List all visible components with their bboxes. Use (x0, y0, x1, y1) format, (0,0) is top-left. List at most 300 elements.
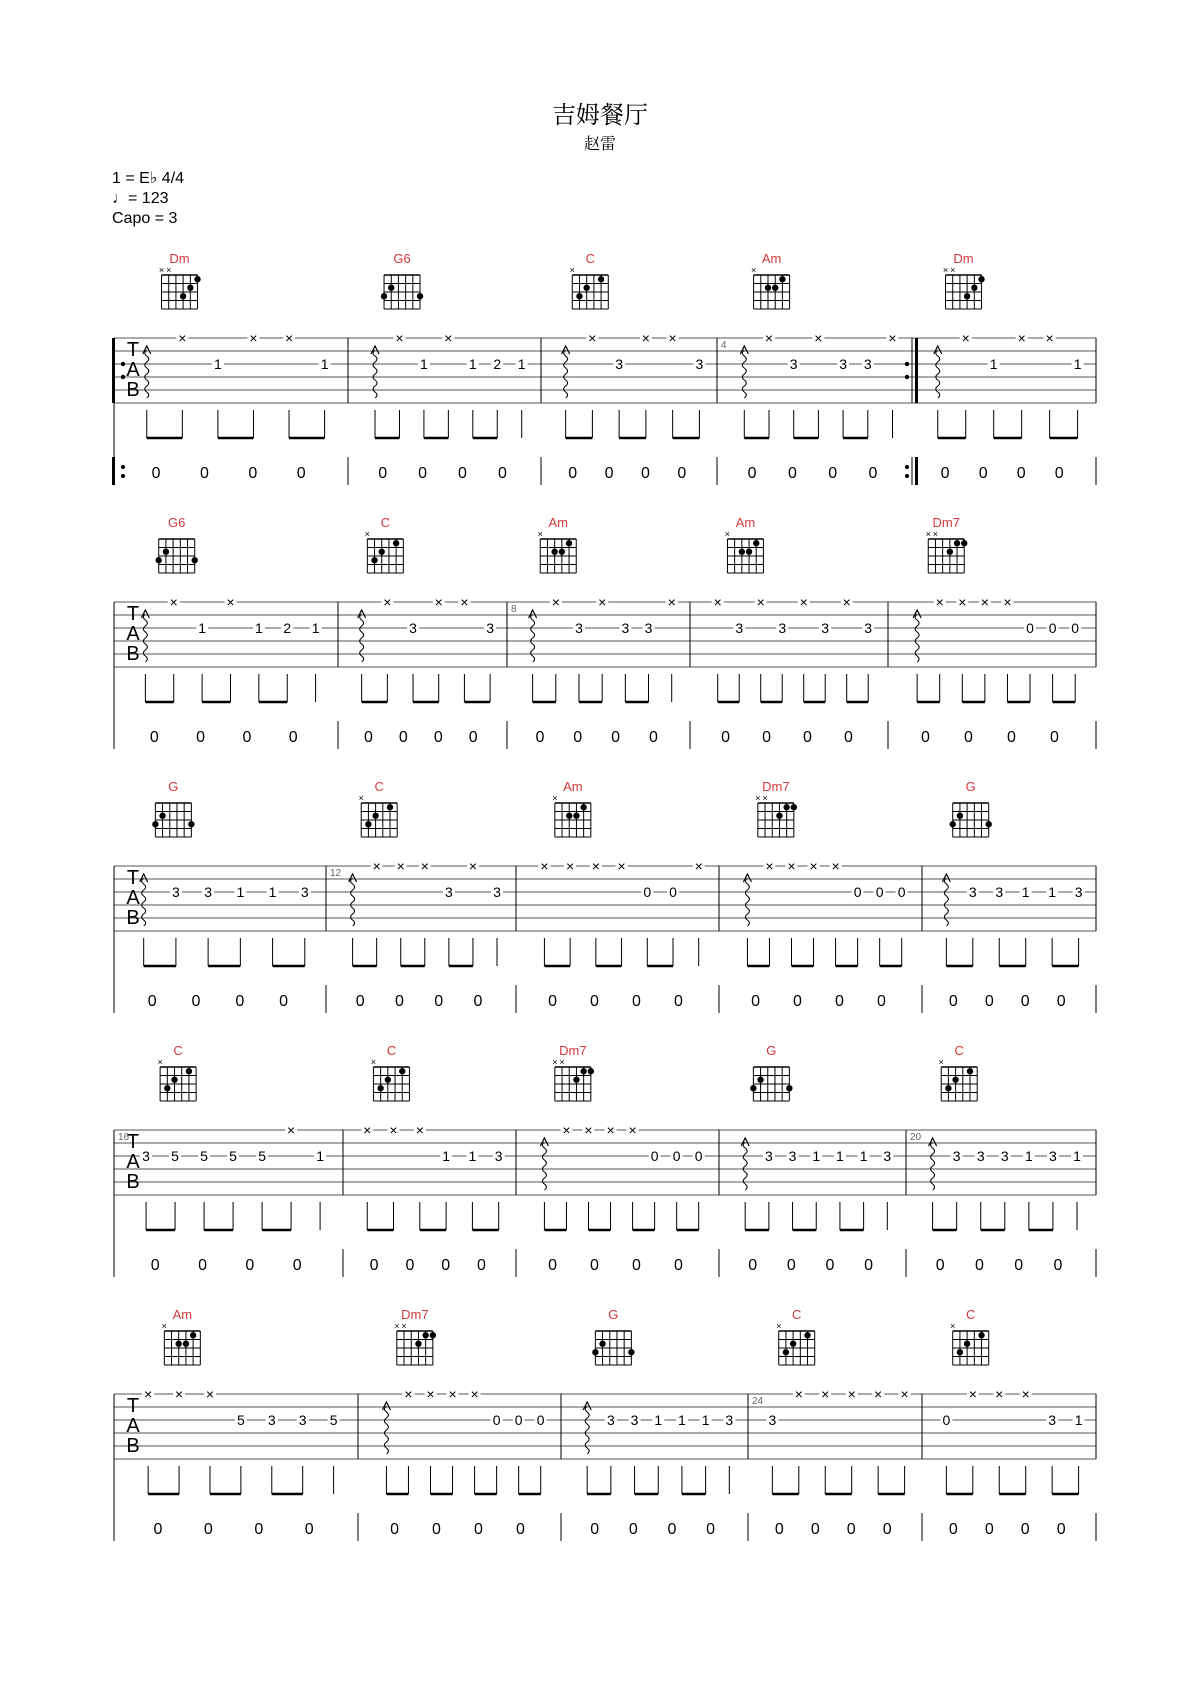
fret-number: 3 (788, 1148, 797, 1164)
chord-finger-dot (183, 1341, 189, 1347)
chord-finger-dot (599, 1341, 605, 1347)
fret-number: 5 (329, 1412, 338, 1428)
chord-name: C (966, 1307, 976, 1322)
bass-note: 0 (667, 1521, 677, 1538)
chord-name: Dm7 (559, 1043, 587, 1058)
chord-name: Dm7 (401, 1307, 429, 1322)
chord-finger-dot (415, 1341, 421, 1347)
tab-clef-letter: A (126, 887, 140, 909)
fret-number: 1 (213, 356, 222, 372)
fret-number: 0 (1071, 620, 1080, 636)
chord-finger-dot (786, 1085, 792, 1091)
fret-number: 1 (989, 356, 998, 372)
chord-finger-dot (783, 1349, 789, 1355)
strum-wave (742, 350, 746, 398)
measure-number: 8 (511, 604, 517, 615)
dead-note: × (980, 594, 989, 610)
chord-finger-dot (430, 1332, 436, 1338)
fret-number: 3 (995, 884, 1004, 900)
fret-number: 2 (493, 356, 502, 372)
dead-note: × (1045, 330, 1054, 346)
bass-note: 0 (200, 465, 209, 482)
bass-note: 0 (151, 465, 161, 482)
dead-note: × (396, 858, 405, 874)
muted-string-mark: × (559, 1057, 565, 1067)
chord-finger-dot (746, 549, 752, 555)
bass-note: 0 (355, 993, 365, 1010)
chord-finger-dot (159, 813, 165, 819)
fret-number: 1 (468, 356, 477, 372)
bass-note: 0 (535, 729, 545, 746)
fret-number: 1 (320, 356, 329, 372)
strum-label: ↑ (744, 335, 745, 336)
tab-clef-letter: A (126, 1151, 140, 1173)
dead-note: × (444, 330, 453, 346)
fret-number: 0 (672, 1148, 681, 1164)
muted-string-mark: × (157, 1057, 163, 1067)
chord-finger-dot (791, 804, 797, 810)
bass-note: 0 (405, 1257, 415, 1274)
chord-finger-dot (176, 1341, 182, 1347)
dead-note: × (426, 1386, 435, 1402)
repeat-end-bar (915, 338, 918, 403)
fret-number: 3 (864, 620, 873, 636)
dead-note: × (842, 594, 851, 610)
chord-finger-dot (957, 1349, 963, 1355)
tab-system (112, 331, 1096, 485)
dead-note: × (831, 858, 840, 874)
chord-finger-dot (388, 285, 394, 291)
dead-note: × (756, 594, 765, 610)
bass-note: 0 (1056, 1521, 1066, 1538)
bass-note: 0 (677, 465, 687, 482)
fret-number: 3 (821, 620, 830, 636)
bass-note: 0 (787, 465, 797, 482)
strum-wave (745, 878, 749, 926)
bass-note: 0 (1020, 993, 1030, 1010)
bass-note: 0 (432, 1521, 441, 1538)
muted-string-mark: × (552, 1057, 558, 1067)
bass-note: 0 (296, 465, 306, 482)
bass-note: 0 (774, 1521, 784, 1538)
bass-note: 0 (473, 993, 483, 1010)
chord-finger-dot (580, 1068, 586, 1074)
repeat-dot (121, 375, 125, 379)
fret-number: 5 (236, 1412, 245, 1428)
tab-clef-letter: T (126, 603, 140, 625)
chord-finger-dot (964, 1341, 970, 1347)
fret-number: 5 (258, 1148, 266, 1164)
chord-finger-dot (573, 1077, 579, 1083)
bass-note: 0 (150, 1257, 160, 1274)
fret-number: 1 (254, 620, 263, 636)
chord-name: G (766, 1043, 777, 1058)
bass-note: 0 (304, 1521, 314, 1538)
dead-note: × (249, 330, 258, 346)
bass-note: 0 (793, 993, 802, 1010)
tab-clef-letter: B (126, 1171, 140, 1193)
fret-number: 0 (942, 1412, 951, 1428)
fret-number: 0 (1026, 620, 1034, 636)
chord-name: Am (563, 779, 583, 794)
dead-note: × (144, 1386, 153, 1402)
chord-finger-dot (583, 285, 589, 291)
bass-note: 0 (279, 993, 289, 1010)
dead-note: × (363, 1122, 372, 1138)
muted-string-mark: × (776, 1321, 782, 1331)
bass-note: 0 (254, 1521, 264, 1538)
muted-string-mark: × (942, 265, 949, 275)
bass-note: 0 (611, 729, 621, 746)
chord-finger-dot (417, 293, 423, 299)
chord-finger-dot (372, 813, 378, 819)
fret-number: 3 (695, 356, 704, 372)
bass-note: 0 (604, 465, 614, 482)
bass-note: 0 (843, 729, 853, 746)
dead-note: × (641, 330, 650, 346)
dead-note: × (286, 1122, 296, 1138)
bass-note: 0 (747, 465, 757, 482)
muted-string-mark: × (950, 1321, 956, 1331)
fret-number: 1 (1021, 884, 1030, 900)
chord-name: Am (172, 1307, 193, 1322)
bass-note: 0 (1020, 1521, 1030, 1538)
fret-number: 1 (701, 1412, 710, 1428)
fret-number: 3 (493, 884, 501, 900)
chord-name: Dm (953, 251, 974, 266)
dead-note: × (958, 594, 967, 610)
strum-label: ↑ (145, 599, 146, 600)
dead-note: × (809, 858, 818, 874)
chord-finger-dot (753, 540, 759, 546)
fret-number: 3 (142, 1148, 150, 1164)
repeat-start-bar (112, 457, 115, 485)
chord-name: C (585, 251, 595, 266)
chord-finger-dot (776, 813, 782, 819)
dead-note: × (415, 1122, 424, 1138)
fret-number: 0 (650, 1148, 659, 1164)
dead-note: × (460, 594, 469, 610)
chord-finger-dot (978, 1332, 984, 1338)
dead-note: × (420, 858, 429, 874)
fret-number: 0 (536, 1412, 545, 1428)
bass-note: 0 (1016, 465, 1026, 482)
fret-number: 3 (1000, 1148, 1009, 1164)
chord-finger-dot (377, 1085, 383, 1091)
strum-label: ↑ (745, 1127, 746, 1128)
chord-finger-dot (387, 804, 393, 810)
bass-note: 0 (548, 1257, 557, 1274)
tempo-marking: ♩= 123 (112, 190, 169, 207)
chord-name: C (374, 779, 384, 794)
dead-note: × (566, 858, 575, 874)
artist-name: 赵雷 (583, 134, 616, 153)
bass-note: 0 (673, 993, 683, 1010)
fret-number: 3 (575, 620, 583, 636)
chord-name: G (168, 779, 179, 794)
bass-note: 0 (191, 993, 201, 1010)
fret-number: 0 (492, 1412, 501, 1428)
bass-note: 0 (1049, 729, 1059, 746)
dead-note: × (1017, 330, 1026, 346)
strum-wave (944, 878, 948, 926)
fret-number: 1 (678, 1412, 686, 1428)
bass-note: 0 (390, 1521, 399, 1538)
muted-string-mark: × (537, 529, 543, 539)
fret-number: 3 (630, 1412, 639, 1428)
chord-finger-dot (192, 557, 198, 563)
chord-finger-dot (971, 285, 977, 291)
muted-string-mark: × (364, 529, 370, 539)
bass-note: 0 (721, 729, 731, 746)
chord-finger-dot (954, 540, 960, 546)
dead-note: × (174, 1386, 184, 1402)
chord-finger-dot (592, 1349, 598, 1355)
dead-note: × (764, 330, 774, 346)
dead-note: × (226, 594, 235, 610)
bass-note: 0 (418, 465, 428, 482)
bass-note: 0 (288, 729, 298, 746)
bass-note: 0 (153, 1521, 163, 1538)
chord-finger-dot (422, 1332, 428, 1338)
bass-note: 0 (706, 1521, 716, 1538)
chord-finger-dot (961, 540, 967, 546)
fret-number: 5 (229, 1148, 237, 1164)
bass-note: 0 (748, 1257, 758, 1274)
chord-finger-dot (772, 285, 778, 291)
muted-string-mark: × (925, 529, 931, 539)
muted-string-mark: × (358, 793, 364, 803)
dead-note: × (389, 1122, 398, 1138)
bass-note: 0 (1014, 1257, 1024, 1274)
dead-note: × (588, 330, 597, 346)
dead-note: × (372, 858, 381, 874)
chord-name: C (380, 515, 391, 530)
chord-finger-dot (385, 1077, 391, 1083)
chord-name: Am (761, 251, 782, 266)
chord-name: G6 (393, 251, 411, 266)
repeat-dot (121, 362, 125, 366)
fret-number: 3 (204, 884, 213, 900)
fret-number: 3 (968, 884, 977, 900)
dead-note: × (606, 1122, 615, 1138)
chord-finger-dot (171, 1077, 177, 1083)
bass-note: 0 (476, 1257, 486, 1274)
chord-name: C (173, 1043, 183, 1058)
bass-note: 0 (640, 465, 650, 482)
dead-note: × (968, 1386, 977, 1402)
bass-note: 0 (648, 729, 658, 746)
repeat-start-bar (112, 338, 115, 403)
tab-clef-letter: B (126, 907, 140, 929)
strum-label: ↑ (361, 599, 363, 600)
tab-system (114, 1387, 1096, 1541)
chord-finger-dot (187, 285, 193, 291)
tab-clef-letter: T (126, 1395, 140, 1417)
bass-note: 0 (568, 465, 578, 482)
bass-note: 0 (548, 993, 557, 1010)
fret-number: 3 (976, 1148, 985, 1164)
fret-number: 3 (789, 356, 798, 372)
dead-note: × (821, 1386, 830, 1402)
fret-number: 3 (863, 356, 872, 372)
chord-finger-dot (952, 1077, 958, 1083)
chord-finger-dot (365, 821, 371, 827)
chord-finger-dot (194, 276, 200, 282)
bass-note: 0 (473, 1521, 483, 1538)
bass-note: 0 (876, 993, 886, 1010)
dead-note: × (888, 330, 897, 346)
bass-note: 0 (948, 1521, 958, 1538)
repeat-end-bar (915, 457, 918, 485)
fret-number: 1 (236, 884, 245, 900)
bass-note: 0 (590, 1521, 600, 1538)
fret-number: 0 (694, 1148, 703, 1164)
bass-note: 0 (631, 1257, 641, 1274)
chord-finger-dot (967, 1068, 973, 1074)
dead-note: × (617, 858, 626, 874)
fret-number: 3 (606, 1412, 615, 1428)
chord-name: Am (548, 515, 568, 530)
strum-label: ↑ (143, 863, 145, 864)
strum-wave (936, 350, 940, 398)
tab-system (114, 1123, 1096, 1277)
dead-note: × (468, 858, 478, 874)
strum-wave (931, 1142, 935, 1190)
strum-label: ↑ (937, 335, 939, 336)
bass-note: 0 (590, 1257, 599, 1274)
muted-string-mark: × (750, 265, 757, 275)
fret-number: 3 (486, 620, 494, 636)
dead-note: × (847, 1386, 856, 1402)
bass-note: 0 (935, 1257, 945, 1274)
dead-note: × (383, 594, 392, 610)
bass-note: 0 (248, 465, 258, 482)
measure-number: 20 (910, 1132, 922, 1143)
chord-name: G6 (168, 515, 186, 530)
chord-finger-dot (598, 276, 604, 282)
bass-note: 0 (363, 729, 373, 746)
bass-note: 0 (378, 465, 388, 482)
tab-system (114, 595, 1096, 749)
muted-string-mark: × (755, 793, 761, 803)
chord-name: C (792, 1307, 802, 1322)
strum-wave (585, 1406, 589, 1454)
fret-number: 3 (764, 1148, 773, 1164)
fret-number: 0 (643, 884, 652, 900)
bass-note: 0 (441, 1257, 451, 1274)
fret-number: 3 (1048, 1412, 1057, 1428)
bass-note: 0 (198, 1257, 207, 1274)
dead-note: × (169, 594, 178, 610)
dead-note: × (551, 594, 560, 610)
fret-number: 3 (778, 620, 787, 636)
chord-finger-dot (804, 1332, 810, 1338)
tab-clef-letter: A (126, 1415, 140, 1437)
chord-finger-dot (757, 1077, 763, 1083)
bass-note: 0 (458, 465, 467, 482)
measure-number: 24 (752, 1396, 764, 1407)
fret-number: 0 (897, 884, 906, 900)
bass-note: 0 (1056, 993, 1066, 1010)
fret-number: 0 (669, 884, 677, 900)
chord-name: C (386, 1043, 397, 1058)
fret-number: 0 (514, 1412, 523, 1428)
muted-string-mark: × (569, 265, 575, 275)
bass-note: 0 (673, 1257, 683, 1274)
bass-note: 0 (810, 1521, 820, 1538)
muted-string-mark: × (161, 1321, 167, 1331)
chord-name: C (954, 1043, 964, 1058)
bass-note: 0 (940, 465, 950, 482)
fret-number: 3 (1049, 1148, 1057, 1164)
bass-note: 0 (292, 1257, 302, 1274)
bass-note: 0 (1053, 1257, 1063, 1274)
fret-number: 1 (1073, 1148, 1081, 1164)
bass-note: 0 (147, 993, 157, 1010)
dead-note: × (1003, 594, 1012, 610)
strum-wave (145, 350, 149, 398)
fret-number: 3 (735, 620, 744, 636)
muted-string-mark: × (401, 1321, 407, 1331)
fret-number: 1 (654, 1412, 663, 1428)
chord-finger-dot (186, 1068, 192, 1074)
measure-number: 4 (721, 340, 727, 351)
muted-string-mark: × (762, 793, 768, 803)
fret-number: 3 (768, 1412, 777, 1428)
repeat-dot (905, 474, 909, 478)
dead-note: × (961, 330, 970, 346)
fret-number: 1 (468, 1148, 477, 1164)
chord-finger-dot (580, 804, 586, 810)
bass-note: 0 (398, 729, 408, 746)
muted-string-mark: × (938, 1057, 944, 1067)
tab-clef-letter: B (126, 1435, 140, 1457)
chord-finger-dot (551, 549, 557, 555)
chord-finger-dot (152, 821, 158, 827)
chord-finger-dot (750, 1085, 756, 1091)
fret-number: 1 (442, 1148, 451, 1164)
chord-finger-dot (957, 813, 963, 819)
tab-clef-letter: A (126, 359, 140, 381)
dead-note: × (667, 594, 676, 610)
chord-finger-dot (399, 1068, 405, 1074)
bass-note: 0 (834, 993, 844, 1010)
tab-clef-letter: B (126, 379, 140, 401)
strum-wave (360, 614, 364, 662)
chord-finger-dot (576, 293, 582, 299)
muted-string-mark: × (552, 793, 558, 803)
strum-label: ↑ (532, 599, 534, 600)
chord-finger-dot (588, 1068, 594, 1074)
bass-note: 0 (1006, 729, 1016, 746)
bass-note: 0 (497, 465, 507, 482)
tab-system (114, 859, 1096, 1013)
bass-note: 0 (149, 729, 159, 746)
dead-note: × (178, 330, 187, 346)
bass-note: 0 (631, 993, 641, 1010)
dead-note: × (814, 330, 823, 346)
fret-number: 1 (1048, 884, 1057, 900)
fret-number: 5 (200, 1148, 208, 1164)
bass-note: 0 (1054, 465, 1064, 482)
chord-name: Dm (169, 251, 190, 266)
strum-wave (564, 350, 568, 398)
strum-label: ↑ (932, 1127, 934, 1128)
fret-number: 0 (1048, 620, 1057, 636)
chord-finger-dot (790, 1341, 796, 1347)
fret-number: 3 (952, 1148, 961, 1164)
